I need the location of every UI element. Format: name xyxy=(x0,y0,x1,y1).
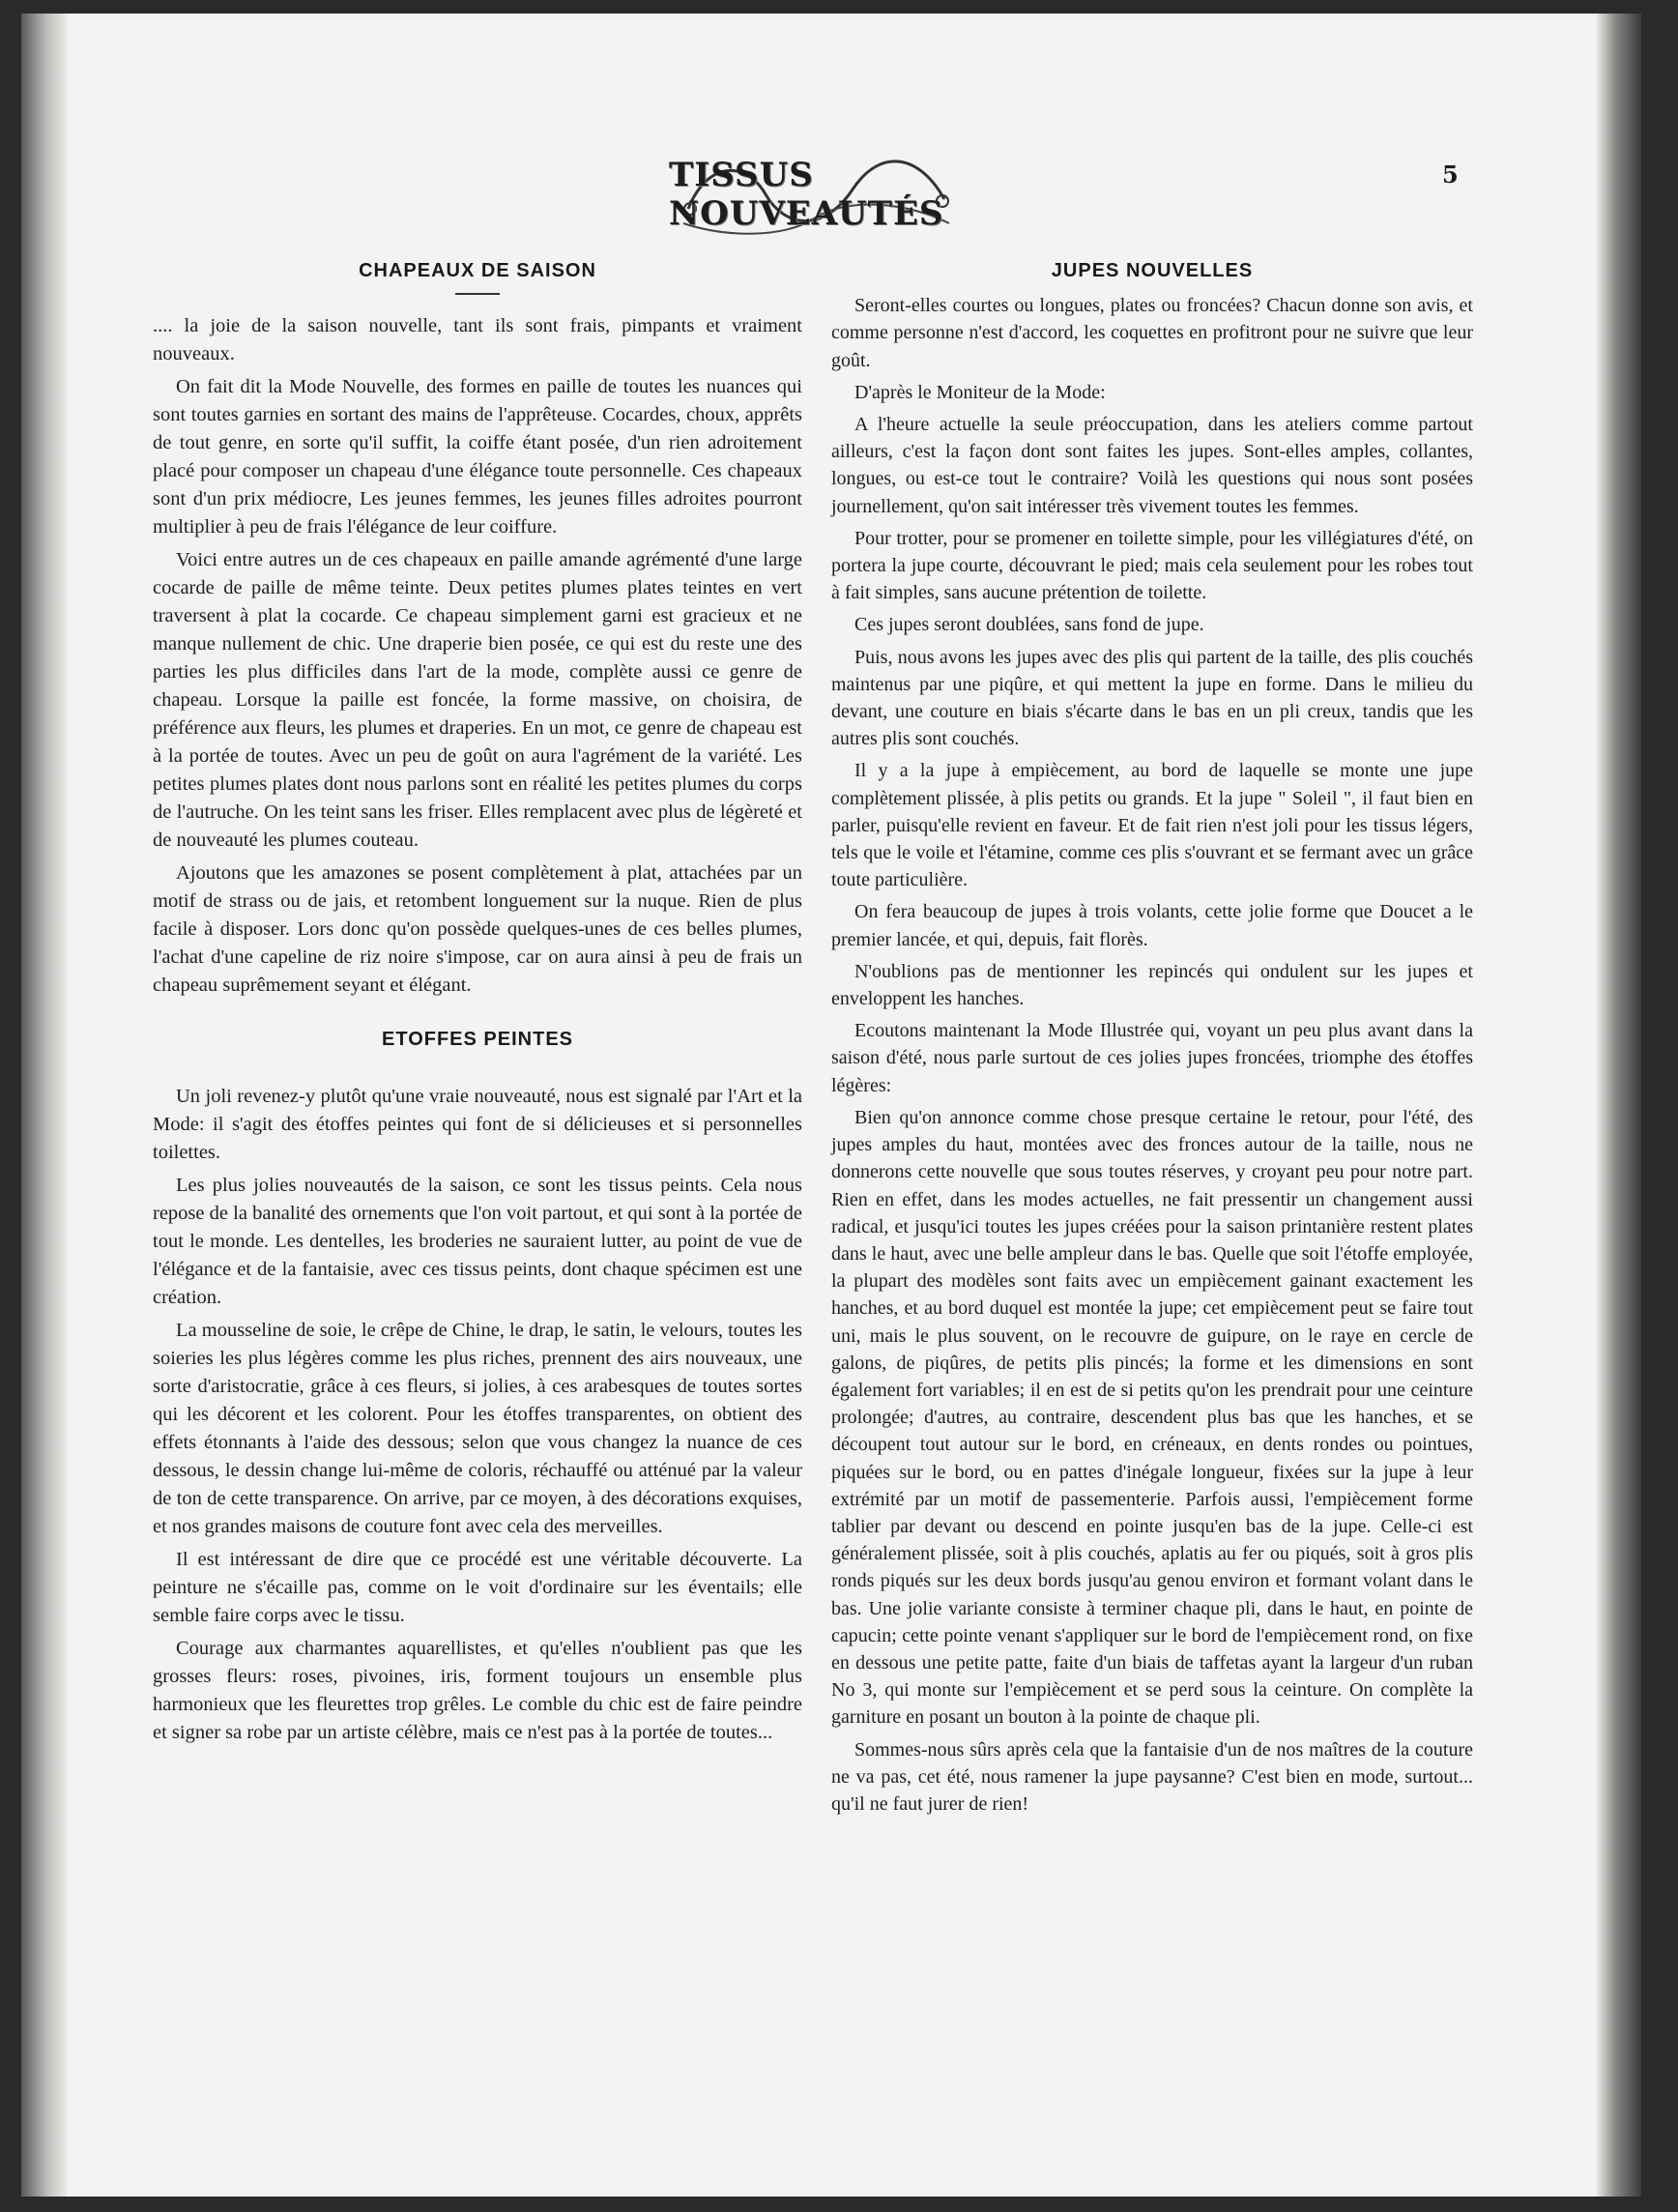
masthead-title: TISSUS NOUVEAUTÉS xyxy=(669,156,944,233)
paragraph: Les plus jolies nouveautés de la saison, ce sont les tissus peints. Cela nous repose de la banalité des ornements que l'on voit partout, et qui sont à la portée de tout le monde. Les dentelles, les broderies ne sauraient lutter, au point de vue de l'élégance et de la fantaisie, avec ces tissus peints, dont chaque spécimen est une création. xyxy=(153,1175,802,1308)
paragraph: Courage aux charmantes aquarellistes, et qu'elles n'oublient pas que les grosses fleurs: roses, pivoines, iris, forment toujours un ensemble plus harmonieux que les fleurettes trop grêles. Le comble du chic est de faire peindre et signer sa robe par un artiste célèbre, mais ce n'est pas à la portée de toutes... xyxy=(153,1638,802,1743)
paragraph: Ecoutons maintenant la Mode Illustrée qui, voyant un peu plus avant dans la saison d'été, nous parle surtout de ces jolies jupes froncées, triomphe des étoffes légères: xyxy=(831,1020,1473,1096)
paragraph: Sommes-nous sûrs après cela que la fantaisie d'un de nos maîtres de la couture ne va pas, cet été, nous ramener la jupe paysanne? C'est bien en mode, surtout... qu'il ne faut jurer de rien! xyxy=(831,1738,1473,1815)
section-heading-etoffes: ETOFFES PEINTES xyxy=(382,1029,573,1050)
paragraph: La mousseline de soie, le crêpe de Chine, le drap, le satin, le velours, toutes les soieries les plus légères comme les plus riches, prennent des airs nouveaux, une sorte d'aristocratie, grâce à ces fleurs, si jolies, à ces arabesques de toutes sortes qui les décorent et les colorent. Pour les étoffes transparentes, on obtient des effets étonnants à l'aide des dessous; selon que vous changez la nuance de ces dessous, le dessin change lui-même de coloris, réchauffé ou atténué par la valeur de ton de cette transparence. On arrive, par ce moyen, à des décorations exquises, et nos grandes maisons de couture font avec cela des merveilles. xyxy=(153,1320,802,1537)
scanned-page xyxy=(21,14,1641,2197)
paragraph: Il est intéressant de dire que ce procédé est une véritable découverte. La peinture ne s'écaille pas, comme on le voit d'ordinaire sur les éventails; elle semble faire corps avec le tissu. xyxy=(153,1549,802,1626)
paragraph: Ces jupes seront doublées, sans fond de jupe. xyxy=(854,614,1204,636)
right-column xyxy=(831,257,1473,1822)
paragraph: Bien qu'on annonce comme chose presque certaine le retour, pour l'été, des jupes amples du haut, montées avec des fronces autour de la taille, nous ne donnerons cette nouvelle que sous toutes réserves, y croyant peu pour notre part. Rien en effet, dans les modes actuelles, ne fait pressentir un changement aussi radical, et jusqu'ici toutes les jupes créées pour la saison printanière restent plates dans le haut, avec une belle ampleur dans le bas. Quelle que soit l'étoffe employée, la plupart des modèles sont faits avec un empiècement gainant exactement les hanches, et au bord duquel est montée la jupe; cet empiècement peut se faire tout uni, mais le plus souvent, on le recouvre de guipure, on le raye en cercle de galons, de piqûres, de petits plis pincés; la forme et les dimensions en sont également fort variables; il en est de si petits qu'on les prendrait pour une ceinture prolongée; d'autres, au contraire, descendent plus bas que les hanches, et se découpent tout autour sur le bord, en créneaux, en dents rondes ou pointues, piquées sur le bord, ou en pattes d'inégale longueur, fixées sur la jupe à leur extrémité par un motif de passementerie. Parfois aussi, l'empiècement forme tablier par devant ou descend en pointe jusqu'en bas de la jupe. Celle-ci est généralement plissée, soit à plis couchés, aplatis au fer ou piqués, soit à gros plis ronds piqués sur les deux bords jusqu'au genou environ et formant volant dans le bas. Une jolie variante consiste à terminer chaque pli, dans le haut, en pointe de capucin; cette pointe venant s'appliquer sur le bord de l'empiècement rond, on fixe en dessous une petite patte, faite d'un biais de taffetas ayant la largeur d'un ruban No 3, qui monte sur l'empiècement et se perd sous la ceinture. On complète la garniture en posant un bouton à la pointe de chaque pli. xyxy=(831,1106,1473,1729)
page-number: 5 xyxy=(1442,160,1459,189)
section-heading-chapeaux: CHAPEAUX DE SAISON xyxy=(359,260,596,281)
page-gutter-shadow xyxy=(21,14,68,2197)
heading-rule xyxy=(455,293,500,295)
paragraph: D'après le Moniteur de la Mode: xyxy=(854,381,1106,403)
left-column xyxy=(153,257,802,1752)
paragraph: Ajoutons que les amazones se posent complètement à plat, attachées par un motif de strass ou de jais, et retombent longuement sur la nuque. Rien de plus facile à disposer. Lors donc qu'on possède quelques-unes de ces belles plumes, l'achat d'une capeline de riz noire s'impose, car on aura ainsi à peu de frais un chapeau suprêmement seyant et élégant. xyxy=(153,862,802,996)
paragraph: Un joli revenez-y plutôt qu'une vraie nouveauté, nous est signalé par l'Art et la Mode: il s'agit des étoffes peintes qui font de si délicieuses et si personnelles toilettes. xyxy=(153,1086,802,1163)
paragraph: Il y a la jupe à empiècement, au bord de laquelle se monte une jupe complètement plissée, à plis petits ou grands. Et la jupe " Soleil ", il faut bien en parler, puisqu'elle revient en faveur. Et de fait rien n'est joli pour les tissus légers, tels que le voile et l'étamine, comme ces plis s'ouvrant et se fermant avec un grâce toute particulière. xyxy=(831,760,1473,891)
paragraph: N'oublions pas de mentionner les repincés qui ondulent sur les jupes et enveloppent les hanches. xyxy=(831,960,1473,1010)
paragraph: Pour trotter, pour se promener en toilette simple, pour les villégiatures d'été, on portera la jupe courte, découvrant le pied; mais cela seulement pour les robes tout à fait simples, sans aucune prétention de toilette. xyxy=(831,527,1473,604)
section-heading-jupes: JUPES NOUVELLES xyxy=(1051,260,1254,281)
masthead-logo xyxy=(669,141,959,247)
paragraph: Seront-elles courtes ou longues, plates ou froncées? Chacun donne son avis, et comme personne n'est d'accord, les coquettes en profitront pour ne suivre que leur goût. xyxy=(831,295,1473,371)
paragraph: Puis, nous avons les jupes avec des plis qui partent de la taille, des plis couchés maintenus par une piqûre, et qui mettent la jupe en forme. Dans le milieu du devant, une couture en biais s'écarte dans le bas en un pli creux, tandis que les autres plis sont couchés. xyxy=(831,646,1473,750)
paragraph: On fait dit la Mode Nouvelle, des formes en paille de toutes les nuances qui sont toutes garnies en sortant des mains de l'apprêteuse. Cocardes, choux, apprêts de tout genre, en sorte qu'il suffit, la coiffe étant posée, d'un rien adroitement placé pour composer un chapeau d'une élégance toute personnelle. Ces chapeaux sont d'un prix médiocre, Les jeunes femmes, les jeunes filles adroites pourront multiplier à peu de frais l'élégance de leur coiffure. xyxy=(153,376,802,538)
section-gap xyxy=(153,1062,802,1083)
paragraph: .... la joie de la saison nouvelle, tant ils sont frais, pimpants et vraiment nouveaux. xyxy=(153,315,802,364)
paragraph: Voici entre autres un de ces chapeaux en paille amande agrémenté d'une large cocarde de paille de même teinte. Deux petites plumes plates teintes en vert traversent à plat la cocarde. Ce chapeau simplement garni est gracieux et ne manque nullement de chic. Une draperie bien posée, ce qui est du reste une des parties les plus difficiles dans l'art de la mode, complète aussi ce genre de chapeau. Lorsque la paille est foncée, la forme massive, on choisira, de préférence aux fleurs, les plumes et draperies. En un mot, ce genre de chapeau est à la portée de toutes. Avec un peu de goût on aura l'agrément de la variété. Les petites plumes plates dont nous parlons sont en réalité les petites plumes du corps de l'autruche. On les teint sans les friser. Elles remplacent avec plus de légèreté et de nouveauté les plumes couteau. xyxy=(153,549,802,851)
section-gap xyxy=(153,1004,802,1026)
paragraph: On fera beaucoup de jupes à trois volants, cette jolie forme que Doucet a le premier lancée, et qui, depuis, fait florès. xyxy=(831,901,1473,950)
page-edge-shadow xyxy=(1597,14,1641,2197)
paragraph: A l'heure actuelle la seule préoccupation, dans les ateliers comme partout ailleurs, c'est la façon dont sont faites les jupes. Sont-elles amples, collantes, longues, ou est-ce tout le contraire? Voilà les questions qui nous sont posées journellement, qu'on sait intéresser très vivement toutes les femmes. xyxy=(831,414,1473,517)
